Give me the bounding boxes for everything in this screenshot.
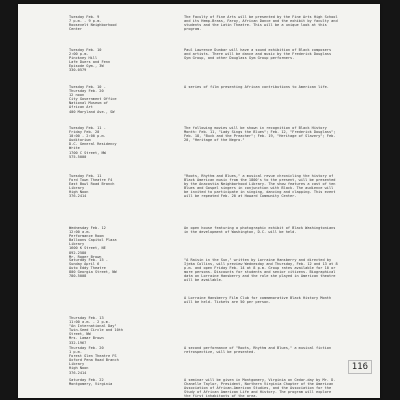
event-description: The following movies will be shown in recognition of Black History Month: Feb. 11, "Lady Sings the Blues"; Feb. 12, "Frederick Douglass"; Feb. 18, "Buck and the Preacher"; Feb. 19, "Heritage of Slavery"; Feb. 20, "Heritage of the Negro." — [184, 126, 338, 143]
page-number: 116 — [348, 360, 372, 374]
event-date-location: Thursday Feb. 13 11:00 a.m. - 2 p.m. "An International Day" Twin-Seed Circle and 10th Street, NW Mrs. Lamar Brown 332-1967 — [69, 316, 124, 345]
event-date-location: Thursday Feb. 20 1 p.m. Forest Glen Theatre FS Oxford Pena Road Branch Library High Noon 376-2414 — [69, 346, 119, 375]
event-date-location: Tuesday Feb. 10 2:00 p.m. Pinckney Hill Lafe Duers and Fenn Episode Gym., 3W 330-0579 — [69, 48, 111, 73]
event-description: An open house featuring a photographic exhibit of Black Washingtonians in the development of Washington, D.C. will be held. — [184, 226, 338, 235]
event-date-location: Tuesday Feb. 11 - Friday Feb. 20 10:00 - 2:00 p.m. Auditorium D.C. General Residency Write 1700 C Street, NW 575-5000 — [69, 126, 117, 159]
event-date-location: Wednesday Feb. 12 12:00 a.m. Performance Room Balloons Capitol Plaza Library 1600 K Street, NE 892-2580 Mr. Roger Brown — [69, 226, 117, 259]
event-description: The Faculty of Fine Arts will be presented by the Fine Arts High School and its Hemp-Brass, Faroy, African Dance and the exhibit by faculty and students and the Latin Theatre. This will be a unique look at this program. — [184, 15, 340, 32]
event-description: A series of film presenting African contributions to American life. — [184, 85, 329, 89]
event-date-location: Tuesday Feb. 10 - Thursday Feb. 20 12 noon City Government Office National Museum of African Art 400 Maryland Ave., SW — [69, 85, 117, 114]
event-description: Paul Lawrence Dunbar will have a sound exhibition of Black composers and artists. There will be dance and music by the Frederick Douglass Gym Group, and other Douglass Gym Group performers. — [184, 48, 334, 61]
event-description: "A Raisin in the Sun," written by Lorraine Hansberry and directed by Ijeka Collins, will preview Wednesday and Thursday, Feb. 12 and 13 at 8 p.m. and open Friday Feb. 14 at 8 p.m. Group rates available for 10 or more persons. Discounts for students and senior citizens. Biographical data on Lorraine Hansberry and the role she played in American theatre will be available. — [184, 258, 340, 283]
event-date-location: Tuesday Feb. 9 7 p.m. - 9 p.m. Roosevelt Neighborhood Center — [69, 15, 117, 32]
event-description: A Lorraine Hansberry Film Club for commemorative Black History Month will be held. Tickets are 50 per person. — [184, 296, 334, 305]
event-listing — [18, 4, 380, 398]
event-date-location: Tuesday Feb. 11 Ford Town Theatre F4 East Bowl Road Branch Library High Noon 376-2414 — [69, 174, 115, 199]
event-description: A seminar will be given in Montgomery, Virginia on Cedar-day by Mr. D. Chanelle Taylor, President, Northern Virginia Chapter of the American Association of African-American Studies, and the Association for the Study of African American Life and History. The program will explore the first inhabitants of the area. — [184, 378, 338, 398]
event-date-location: Saturday Feb. 15 - Sunday April 6 Auto Eddy Theatre 800 Georgia Street, NW 780-5008 — [69, 258, 117, 279]
event-description: "Roots, Rhythm and Blues," a musical revue chronicling the history of Black American music from the 1800's to the present, will be presented by the Anacostia Neighborhood Library. The show features a cast of ten Blues and Gospel singers in conjunction with Black. The audience will be invited to participate in singing, dancing and clapping. This event will be repeated Feb. 20 at Howard Community Center. — [184, 174, 338, 199]
document-page — [18, 4, 380, 398]
event-description: A second performance of "Roots, Rhythm and Blues," a musical fiction retrospective, will be presented. — [184, 346, 334, 355]
event-date-location: Saturday Feb. 22 Montgomery, Virginia — [69, 378, 113, 387]
